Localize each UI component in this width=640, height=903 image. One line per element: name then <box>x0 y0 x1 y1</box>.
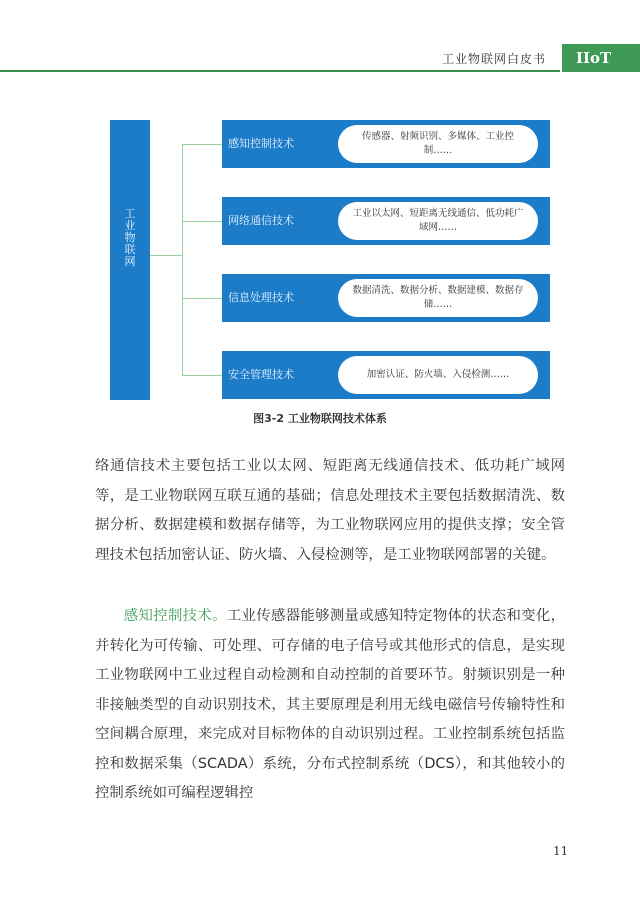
connector-branch-4 <box>182 375 222 376</box>
page-number: 11 <box>553 844 569 858</box>
branch-detail: 工业以太网、短距离无线通信、低功耗广域网…… <box>338 202 538 240</box>
branch-label: 信息处理技术 <box>228 291 294 304</box>
connector-branch-3 <box>182 298 222 299</box>
branch-detail: 数据清洗、数据分析、数据建模、数据存储…… <box>338 279 538 317</box>
branch-detail: 传感器、射频识别、多媒体、工业控制…… <box>338 125 538 163</box>
figure-caption: 图3-2 工业物联网技术体系 <box>253 412 387 425</box>
branch-label: 安全管理技术 <box>228 368 294 381</box>
branch-network-communication <box>222 197 550 245</box>
paragraph-text: 工业传感器能够测量或感知特定物体的状态和变化，并转化为可传输、可处理、可存储的电子信号或其他形式的信息，是实现工业物联网中工业过程自动检测和自动控制的首要环节。射频识别是一种非接触类型的自动识别技术，其主要原理是利用无线电磁信号传输特性和空间耦合原理，来完成对目标物体的自动识别过程。工业控制系统包括监控和数据采集（SCADA）系统，分布式控制系统（DCS），和其他较小的控制系统如可编程逻辑控 <box>95 608 565 801</box>
connector-branch-1 <box>182 144 222 145</box>
header-badge: IIoT <box>562 44 640 72</box>
branch-security-management <box>222 351 550 399</box>
branch-sensing-control <box>222 120 550 168</box>
connector-branch-2 <box>182 221 222 222</box>
diagram-root-label: 工 业 物 联 网 <box>124 207 136 268</box>
branch-information-processing <box>222 274 550 322</box>
branch-detail: 加密认证、防火墙、入侵检测…… <box>338 356 538 394</box>
body-paragraph-1: 络通信技术主要包括工业以太网、短距离无线通信技术、低功耗广域网等，是工业物联网互联互通的基础；信息处理技术主要包括数据清洗、数据分析、数据建模和数据存储等，为工业物联网应用的提供支撑；安全管理技术包括加密认证、防火墙、入侵检测等，是工业物联网部署的关键。 <box>95 458 565 563</box>
branch-label: 感知控制技术 <box>228 137 294 150</box>
header-rule <box>0 70 560 72</box>
section-highlight: 感知控制技术。 <box>123 608 227 624</box>
body-paragraph-2 <box>95 602 565 809</box>
header-title: 工业物联网白皮书 <box>442 52 547 66</box>
diagram-root <box>110 120 150 400</box>
connector-trunk <box>150 255 182 256</box>
branch-label: 网络通信技术 <box>228 214 294 227</box>
connector-vertical <box>182 144 183 376</box>
tech-diagram <box>110 120 550 400</box>
